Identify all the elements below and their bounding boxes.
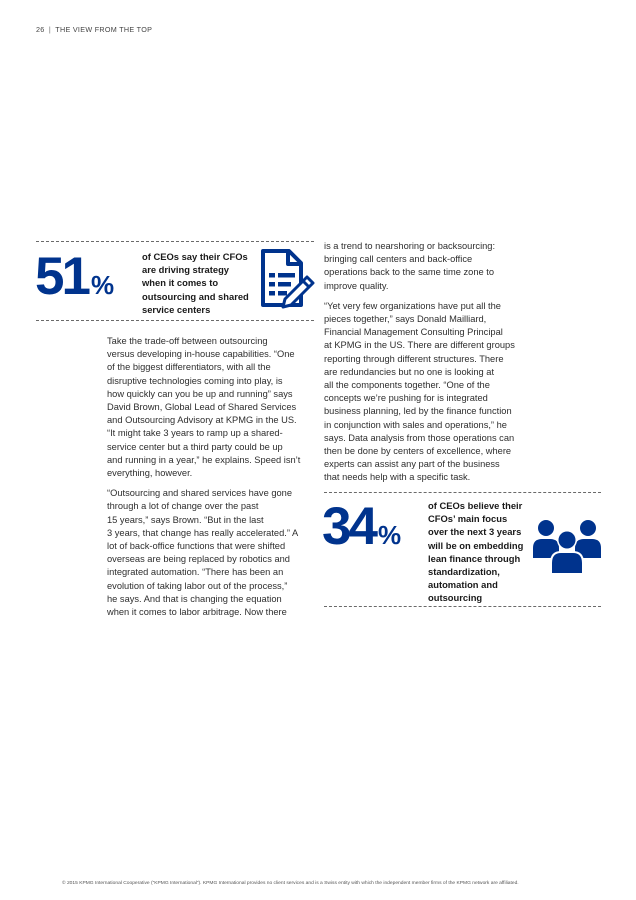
stat2-line: outsourcing — [428, 592, 483, 604]
stat2-number — [322, 497, 402, 556]
text-line: Take the trade-off between outsourcing — [107, 336, 268, 346]
stat2-description — [428, 499, 540, 605]
text-line: “It might take 3 years to ramp up a shared- — [107, 428, 283, 439]
text-line: he says. And that is changing the equation — [107, 593, 282, 604]
right-paragraph-2 — [324, 300, 604, 485]
people-group-icon — [531, 518, 603, 576]
stat2-line: standardization, — [428, 566, 500, 578]
text-line: versus developing in-house capabilities. “One — [107, 349, 295, 360]
left-paragraph-2 — [107, 487, 314, 619]
text-line: how quickly can you be up and running” says — [107, 388, 293, 399]
text-line: business planning, led by the finance function — [324, 406, 512, 417]
text-line: that needs help with a specific task. — [324, 472, 471, 483]
text-line: and running in a year,” he explains. Speed isn’t — [107, 454, 301, 465]
text-line: Financial Management Consulting Principal — [324, 327, 503, 338]
header-separator: | — [48, 25, 52, 34]
stat1-line: outsourcing and shared — [142, 290, 249, 302]
text-line: at KPMG in the US. There are different groups — [324, 340, 515, 351]
text-line: disruptive technologies coming into play, is — [107, 375, 283, 386]
text-line: and Outsourcing Advisory at KPMG in the US. — [107, 415, 297, 426]
stat2-line: over the next 3 years — [428, 526, 522, 538]
stat1-line: service centers — [142, 303, 211, 315]
stat1-line: when it comes to — [142, 277, 219, 289]
text-line: in conjunction with sales and operations,” he — [324, 419, 507, 430]
text-line: says. Data analysis from those operations can — [324, 432, 515, 443]
stat2-line: CFOs’ main focus — [428, 513, 508, 525]
text-line: 15 years,” says Brown. “But in the last — [107, 514, 264, 525]
text-line: evolution of taking labor out of the process,” — [107, 580, 288, 591]
text-line: lot of back-office functions that were shifted — [107, 541, 286, 552]
copyright-footer: © 2015 KPMG International Cooperative (“KPMG International”). KPMG International provides no client services and is a Swiss entity with which the independent member firms of the KPMG network are affiliated. — [62, 881, 519, 886]
stat2-number-value: 34 — [322, 497, 375, 556]
text-line: improve quality. — [324, 280, 389, 291]
stat2-line: lean finance through — [428, 552, 521, 564]
stat1-top-divider — [36, 241, 314, 242]
stat1-description — [142, 250, 262, 316]
stat1-percent-sign: % — [90, 270, 115, 300]
stat2-line: of CEOs believe their — [428, 500, 523, 511]
page-header — [36, 25, 152, 34]
stat1-line: are driving strategy — [142, 264, 230, 276]
stat1-number-value: 51 — [35, 247, 88, 306]
right-column — [324, 240, 604, 492]
text-line: through a lot of change over the past — [107, 501, 259, 512]
text-line: operations back to the same time zone to — [324, 267, 495, 278]
text-line: everything, however. — [107, 468, 193, 479]
right-paragraph-1 — [324, 240, 604, 293]
text-line: service center but a third party could be up — [107, 441, 283, 452]
document-pencil-icon — [253, 247, 315, 309]
left-paragraph-1 — [107, 335, 314, 480]
text-line: then be done by centers of excellence, where — [324, 446, 512, 457]
text-line: “Outsourcing and shared services have gone — [107, 488, 293, 499]
text-line: bringing call centers and back-office — [324, 254, 473, 265]
text-line: are redundancies but no one is looking at — [324, 366, 495, 377]
stat1-line: of CEOs say their CFOs — [142, 251, 248, 262]
text-line: all the components together. “One of the — [324, 380, 490, 391]
text-line: is a trend to nearshoring or backsourcing: — [324, 241, 496, 251]
stat1-number — [35, 247, 115, 306]
text-line: 3 years, that change has really accelerated.” A — [107, 527, 299, 538]
text-line: overseas are being replaced by robotics and — [107, 554, 290, 565]
text-line: concepts we’re pushing for is integrated — [324, 393, 488, 404]
stat2-line: will be on embedding — [428, 539, 524, 551]
text-line: of the biggest differentiators, with all the — [107, 362, 271, 373]
stat2-top-divider — [324, 492, 601, 493]
text-line: when it comes to labor arbitrage. Now there — [107, 607, 287, 618]
stat1-bottom-divider — [36, 320, 314, 321]
text-line: reporting through different structures. There — [324, 353, 504, 364]
text-line: pieces together,” says Donald Mailliard, — [324, 314, 487, 325]
stat2-line: automation and — [428, 579, 498, 591]
section-title: THE VIEW FROM THE TOP — [55, 25, 153, 34]
text-line: experts can assist any part of the business — [324, 459, 500, 470]
text-line: “Yet very few organizations have put all the — [324, 300, 501, 311]
page-number: 26 — [36, 25, 45, 34]
left-column — [107, 335, 314, 626]
text-line: integrated automation. “There has been an — [107, 567, 284, 578]
stat2-bottom-divider — [324, 606, 601, 607]
text-line: David Brown, Global Lead of Shared Services — [107, 402, 297, 413]
stat2-percent-sign: % — [377, 520, 402, 550]
